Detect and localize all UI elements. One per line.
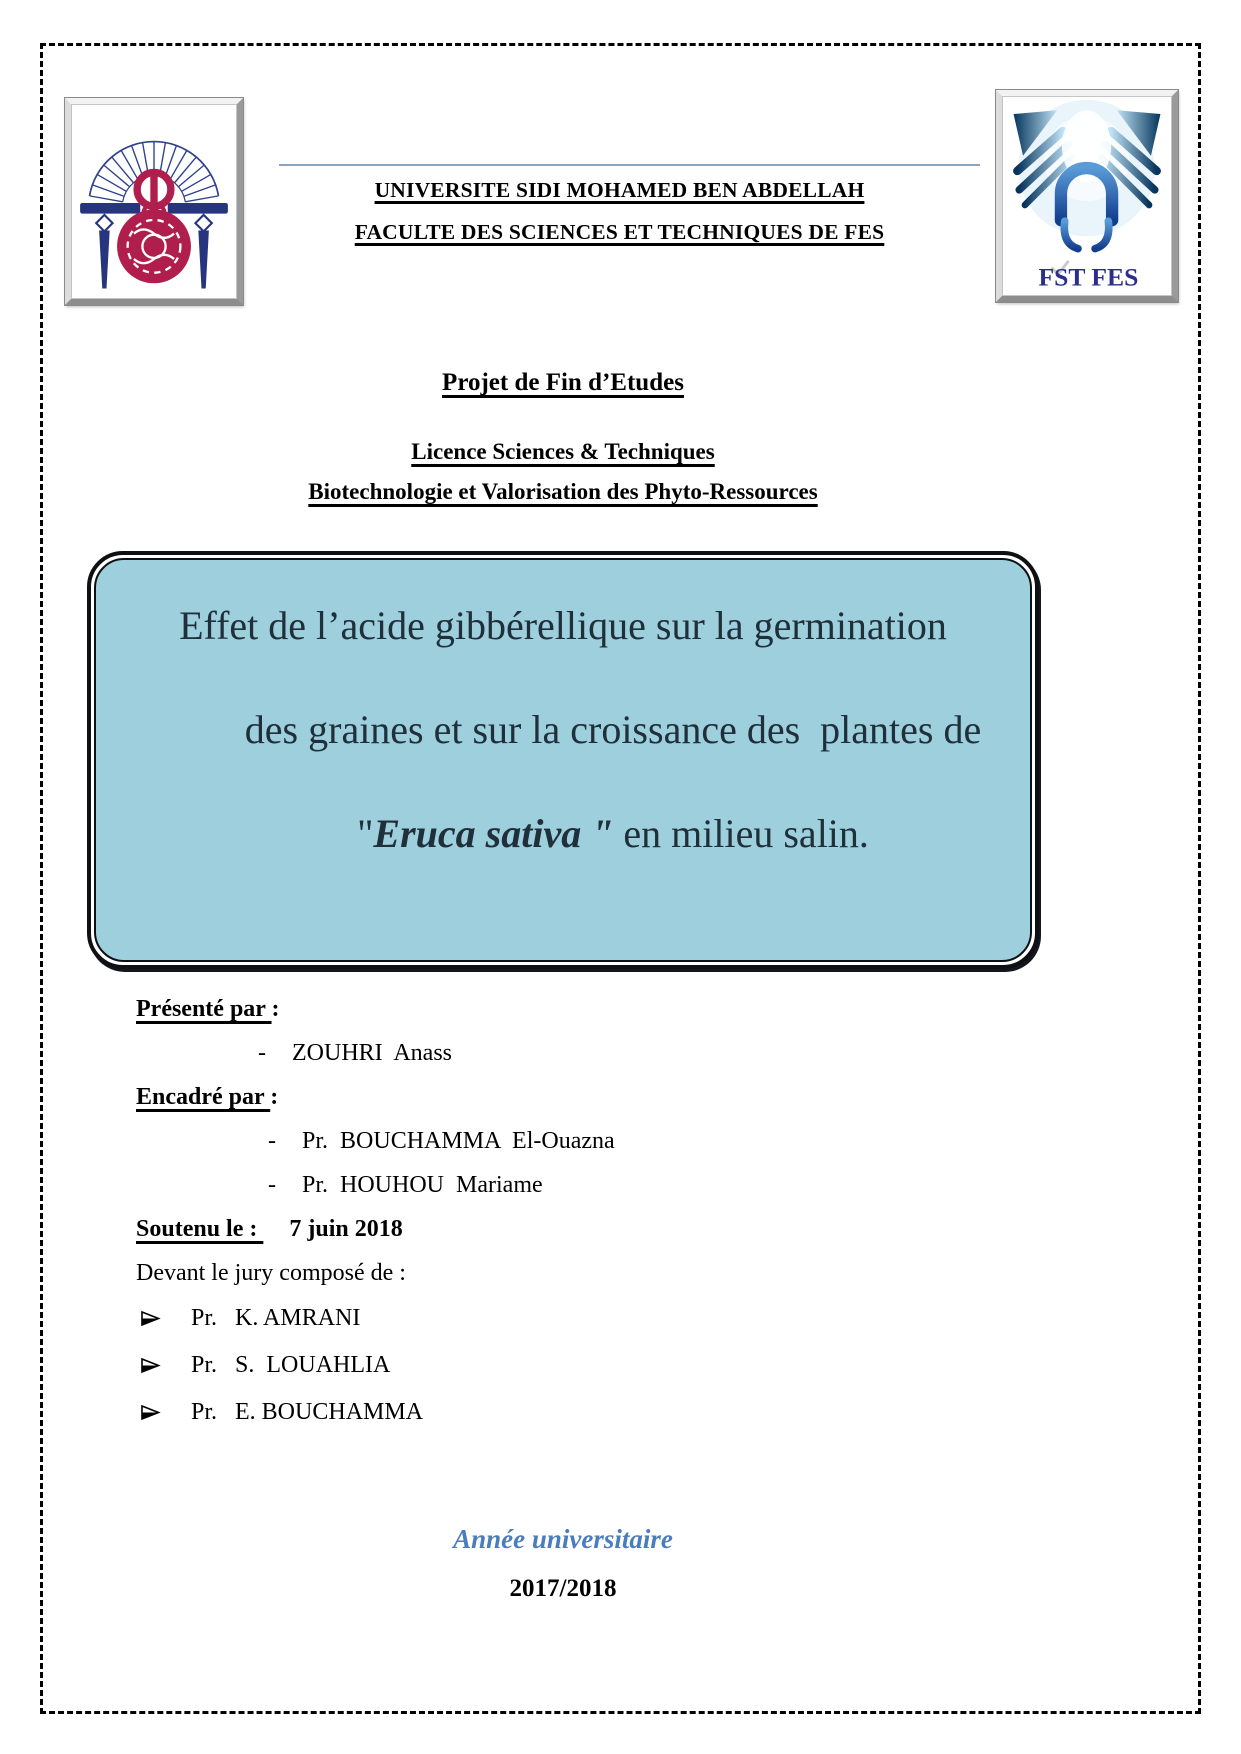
supervised-by-row (136, 1085, 1198, 1110)
jury-member-name: Pr. E. BOUCHAMMA (191, 1398, 424, 1425)
footer (87, 1524, 1039, 1603)
candidate-dash: - (258, 1039, 266, 1066)
jury-intro: Devant le jury composé de : (136, 1259, 406, 1286)
thesis-title-box-inner (94, 558, 1032, 962)
supervisor-row (136, 1173, 1198, 1198)
presented-by-colon: : (271, 996, 280, 1022)
supervisor-dash: - (268, 1171, 276, 1198)
header-rule (279, 164, 980, 166)
supervised-by-label: Encadré par (136, 1083, 271, 1110)
defense-date: 7 juin 2018 (289, 1215, 403, 1242)
thesis-title-box (87, 551, 1039, 969)
page-content (43, 46, 1198, 1711)
thesis-title-line2: des graines et sur la croissance des plantes de (244, 707, 982, 752)
supervisor-dash: - (268, 1127, 276, 1154)
defended-on-label: Soutenu le : (136, 1215, 264, 1242)
university-emblem-logo (65, 98, 243, 305)
project-type-heading: Projet de Fin d’Etudes (442, 369, 684, 396)
specialty-heading: Biotechnologie et Valorisation des Phyto-Ressources (308, 479, 818, 504)
fst-fes-label: FST FES (1038, 262, 1139, 292)
academic-year-value: 2017/2018 (509, 1574, 617, 1602)
fst-fes-icon (1004, 97, 1170, 296)
jury-member-row (136, 1399, 1198, 1426)
header (65, 98, 1178, 305)
jury-member-row (136, 1305, 1198, 1332)
arrowhead-bullet-icon (140, 1404, 161, 1421)
arrowhead-bullet-icon (140, 1357, 161, 1374)
thesis-title-line3-rest: en milieu salin. (613, 811, 869, 856)
presented-by-label: Présenté par (136, 996, 272, 1022)
faculty-name: FACULTE DES SCIENCES ET TECHNIQUES DE FES (354, 220, 885, 244)
thesis-title (112, 600, 1014, 912)
supervisor-name: Pr. HOUHOU Mariame (302, 1171, 543, 1198)
university-emblem-icon (74, 107, 234, 297)
presentation-section (136, 997, 1198, 1426)
defense-date-row (136, 1217, 1198, 1242)
presented-by-row (136, 997, 1198, 1022)
arrowhead-bullet-icon (140, 1310, 161, 1327)
jury-member-name: Pr. S. LOUAHLIA (191, 1351, 391, 1378)
supervisor-name: Pr. BOUCHAMMA El-Ouazna (302, 1127, 615, 1154)
supervised-by-colon: : (270, 1083, 279, 1110)
degree-heading: Licence Sciences & Techniques (411, 439, 715, 464)
candidate-name: ZOUHRI Anass (292, 1039, 452, 1066)
university-name: UNIVERSITE SIDI MOHAMED BEN ABDELLAH (374, 178, 865, 202)
headings-column (87, 369, 1039, 505)
institution-titles (243, 164, 996, 262)
jury-member-name: Pr. K. AMRANI (191, 1304, 361, 1331)
jury-intro-row (136, 1261, 1198, 1286)
academic-year-label: Année universitaire (453, 1523, 673, 1554)
supervisor-row (136, 1129, 1198, 1154)
candidate-row (136, 1041, 1198, 1066)
thesis-title-species: Eruca sativa " (373, 811, 614, 856)
thesis-title-line1: Effet de l’acide gibbérellique sur la germination (179, 603, 947, 648)
jury-member-row (136, 1352, 1198, 1379)
thesis-title-open-quote: " (357, 811, 374, 856)
fst-fes-logo (996, 90, 1178, 302)
